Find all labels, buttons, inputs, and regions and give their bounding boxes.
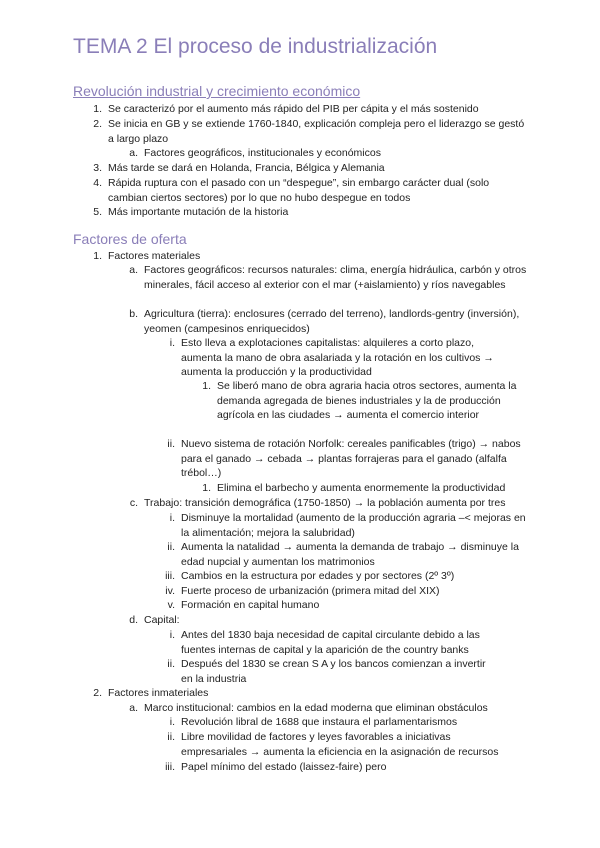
list-marker: a. [129, 264, 138, 276]
list-text: Factores geográficos, institucionales y económicos [144, 147, 381, 159]
list-text: Capital: [144, 614, 180, 626]
list-item [116, 496, 530, 511]
list-item [150, 598, 530, 613]
list-item [80, 686, 530, 701]
list-marker: ii. [167, 438, 175, 450]
list-text: Se caracterizó por el aumento más rápido del PIB per cápita y el más sostenido [108, 103, 479, 115]
list-text: Elimina el barbecho y aumenta enormemente la productividad [217, 482, 506, 494]
list-item [150, 569, 530, 584]
list-marker: c. [129, 497, 138, 509]
section-title-revolucion: Revolución industrial y crecimiento económico [73, 83, 361, 99]
list-text: Revolución libral de 1688 que instaura el parlamentarismos [181, 716, 458, 728]
list-item [150, 336, 500, 380]
list-marker: 1. [93, 103, 102, 115]
list-item [116, 307, 530, 336]
list-marker: 2. [93, 687, 102, 699]
list-text: Marco institucional: cambios en la edad moderna que eliminan obstáculos [144, 702, 488, 714]
list-text: Cambios en la estructura por edades y por sectores (2º 3º) [181, 570, 455, 582]
list-marker: 1. [202, 380, 211, 392]
list-text: Esto lleva a explotaciones capitalistas: alquileres a corto plazo, aumenta la mano de obra asalariada y la rotación en los cultivos → aumenta la producción y la productividad [181, 337, 494, 379]
list-item [80, 205, 530, 220]
list-item [186, 379, 520, 423]
list-item [80, 102, 530, 117]
list-text: Trabajo: transición demográfica (1750-1850) → la población aumenta por tres [144, 497, 506, 509]
list-item [150, 437, 530, 481]
list-marker: d. [129, 614, 138, 626]
list-text: Fuerte proceso de urbanización (primera mitad del XIX) [181, 585, 440, 597]
list-marker: v. [167, 599, 175, 611]
list-item [116, 263, 530, 292]
list-text: Más tarde se dará en Holanda, Francia, Bélgica y Alemania [108, 162, 385, 174]
list-text: Agricultura (tierra): enclosures (cerrado del terreno), landlords-gentry (inversión), yeomen (campesinos enriquecidos) [144, 308, 520, 335]
list-item [116, 146, 530, 161]
list-marker: 1. [202, 482, 211, 494]
list-item [186, 481, 526, 496]
list-marker: 3. [93, 162, 102, 174]
list-item [150, 628, 500, 657]
list-marker: i. [169, 512, 175, 524]
list-text: Libre movilidad de factores y leyes favorables a iniciativas empresariales → aumenta la eficiencia en la asignación de recursos [181, 731, 499, 758]
list-marker: i. [169, 629, 175, 641]
list-marker: 5. [93, 206, 102, 218]
list-item [150, 511, 530, 540]
list-marker: 4. [93, 177, 102, 189]
list-text: Factores materiales [108, 250, 201, 262]
list-item [150, 657, 500, 686]
list-text: Papel mínimo del estado (laissez-faire) pero [181, 761, 387, 773]
list-marker: ii. [167, 658, 175, 670]
list-text: Aumenta la natalidad → aumenta la demanda de trabajo → disminuye la edad nupcial y aumentan los matrimonios [181, 541, 519, 568]
list-text: Formación en capital humano [181, 599, 320, 611]
list-marker: ii. [167, 731, 175, 743]
list-text: Antes del 1830 baja necesidad de capital circulante debido a las fuentes internas de capital y la aparición de the country banks [181, 629, 480, 656]
section-title-factores-oferta: Factores de oferta [73, 231, 187, 247]
list-text: Factores geográficos: recursos naturales: clima, energía hidráulica, carbón y otros minerales, fácil acceso al exterior con el mar (+aislamiento) y ríos navegables [144, 264, 527, 291]
list-marker: b. [129, 308, 138, 320]
list-text: Factores inmateriales [108, 687, 209, 699]
list-text: Se inicia en GB y se extiende 1760-1840, explicación compleja pero el liderazgo se gestó a largo plazo [108, 118, 525, 145]
list-item [150, 730, 512, 759]
list-marker: 2. [93, 118, 102, 130]
list-marker: a. [129, 147, 138, 159]
list-marker: ii. [167, 541, 175, 553]
list-text: Rápida ruptura con el pasado con un “despegue”, sin embargo carácter dual (solo cambian ciertos sectores) por lo que no hubo despegue en todos [108, 177, 490, 204]
list-item [80, 249, 530, 264]
list-marker: a. [129, 702, 138, 714]
list-item [80, 176, 530, 205]
list-item [150, 584, 530, 599]
list-text: Más importante mutación de la historia [108, 206, 289, 218]
list-marker: i. [169, 716, 175, 728]
list-marker: i. [169, 337, 175, 349]
list-marker: iii. [165, 761, 175, 773]
list-item [116, 613, 530, 628]
list-item [80, 117, 530, 146]
list-item [80, 161, 530, 176]
list-item [150, 715, 530, 730]
list-item [150, 540, 530, 569]
list-text: Después del 1830 se crean S A y los bancos comienzan a invertir en la industria [181, 658, 486, 685]
list-item [116, 701, 530, 716]
list-item [150, 760, 530, 775]
page-title: TEMA 2 El proceso de industrialización [73, 35, 438, 58]
list-marker: iii. [165, 570, 175, 582]
list-text: Disminuye la mortalidad (aumento de la producción agraria –< mejoras en la alimentación; mejora la salubridad) [181, 512, 526, 539]
list-text: Nuevo sistema de rotación Norfolk: cereales panificables (trigo) → nabos para el ganado → cebada → plantas forrajeras para el ganado (alfalfa trébol…) [181, 438, 521, 480]
list-marker: iv. [165, 585, 175, 597]
list-text: Se liberó mano de obra agraria hacia otros sectores, aumenta la demanda agregada de bienes industriales y la de producción agrícola en las ciudades → aumenta el comercio interior [217, 380, 517, 422]
list-marker: 1. [93, 250, 102, 262]
